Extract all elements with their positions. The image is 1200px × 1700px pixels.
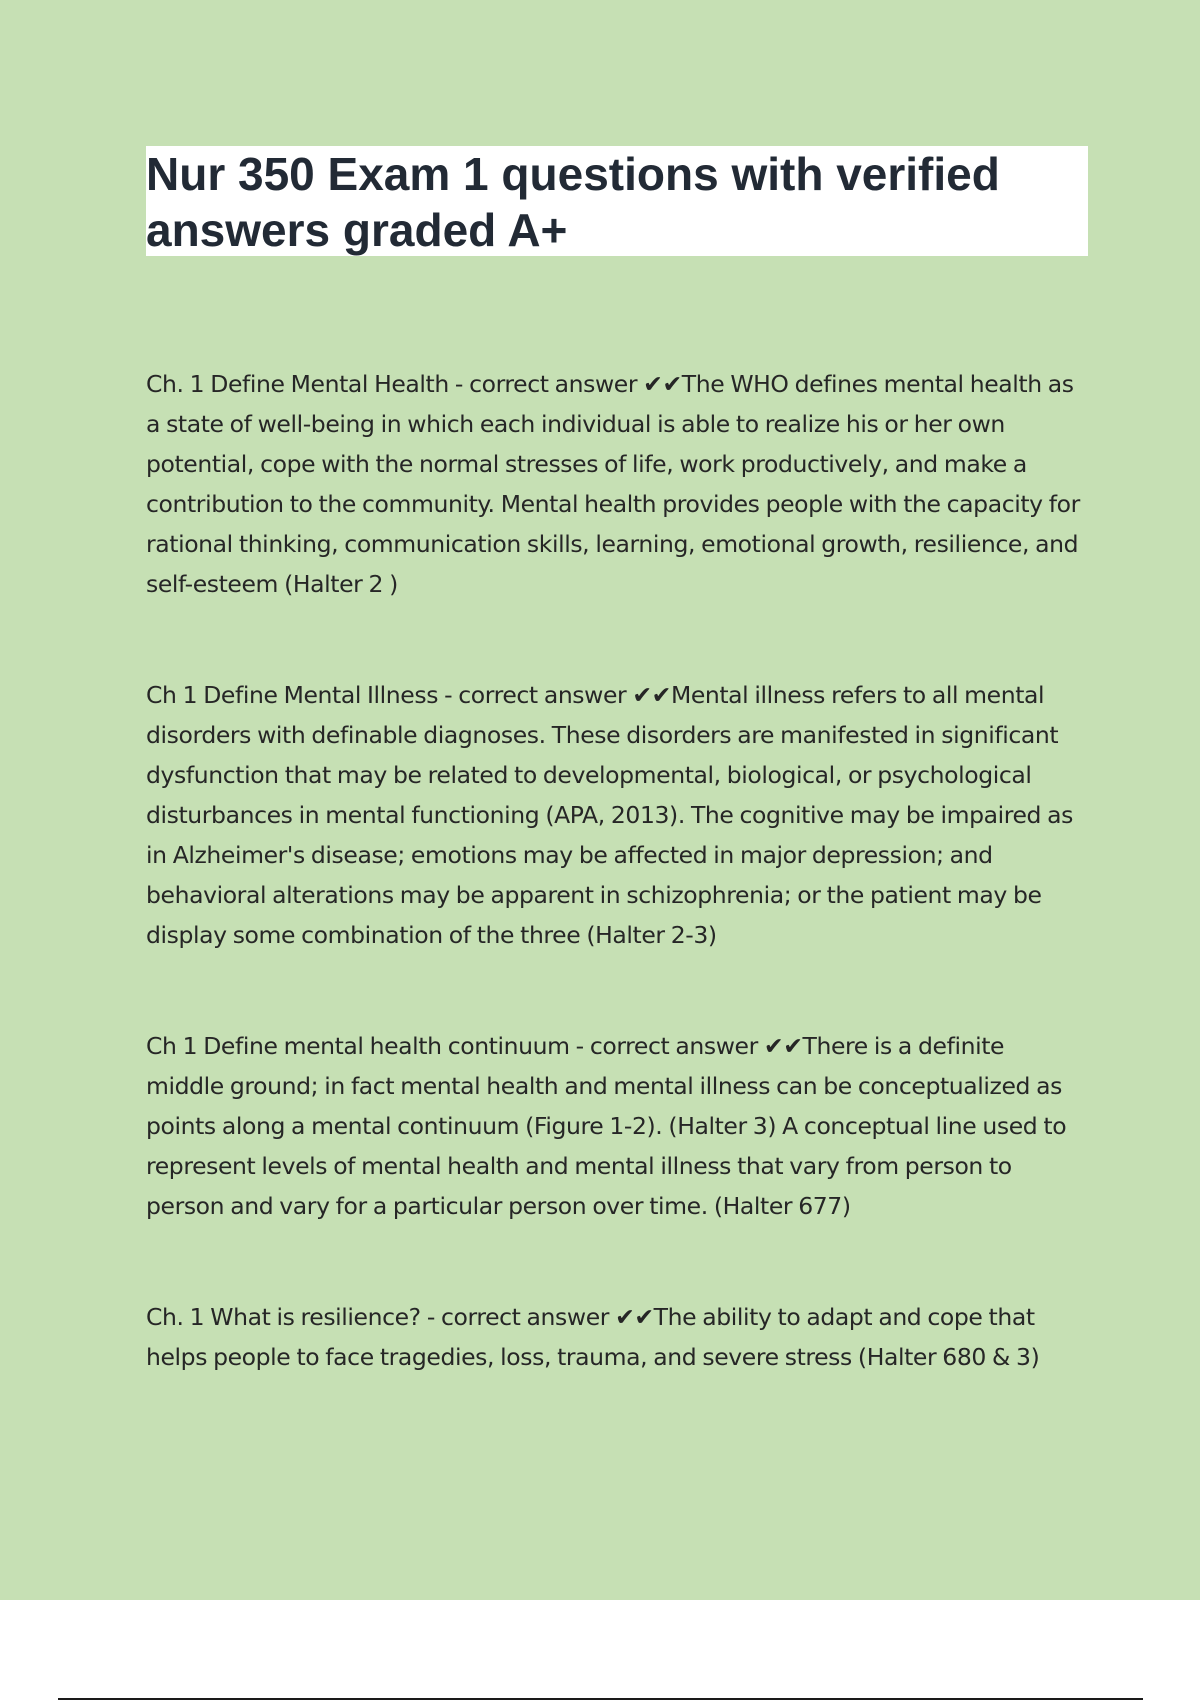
qa-item-mental-health: Ch. 1 Define Mental Health - correct answer ✔✔The WHO defines mental health as a state of well-being in which each individual is able to realize his or her own potential, cope with the normal stresses of life, work productively, and make a contribution to the community. Mental health provides people with the capacity for rational thinking, communication skills, learning, emotional growth, resilience, and self-esteem (Halter 2 ) — [146, 370, 1080, 598]
qa-item-mental-illness: Ch 1 Define Mental Illness - correct answer ✔✔Mental illness refers to all mental disorders with definable diagnoses. These disorders are manifested in significant dysfunction that may be related to developmental, biological, or psychological disturbances in mental functioning (APA, 2013). The cognitive may be impaired as in Alzheimer's disease; emotions may be affected in major depression; and behavioral alterations may be apparent in schizophrenia; or the patient may be display some combination of the three (Halter 2-3) — [146, 681, 1073, 949]
document-title: Nur 350 Exam 1 questions with verified answers graded A+ — [146, 148, 1000, 256]
qa-item-mental-health-continuum: Ch 1 Define mental health continuum - correct answer ✔✔There is a definite middle ground; in fact mental health and mental illness can be conceptualized as points along a mental continuum (Figure 1-2). (Halter 3) A conceptual line used to represent levels of mental health and mental illness that vary from person to person and vary for a particular person over time. (Halter 677) — [146, 1032, 1067, 1220]
qa-item-resilience: Ch. 1 What is resilience? - correct answer ✔✔The ability to adapt and cope that helps people to face tragedies, loss, trauma, and severe stress (Halter 680 & 3) — [146, 1303, 1040, 1371]
title-box — [146, 146, 1088, 256]
qa-list — [146, 364, 1086, 1377]
